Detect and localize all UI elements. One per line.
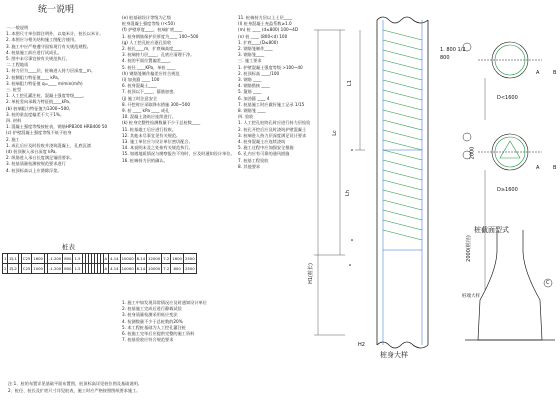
- note-line: 2. 桩顶标高 ____/100: [238, 70, 280, 76]
- note-line: 2. 纵筋进入承台长度满足锚固要求。: [6, 155, 75, 161]
- note-line: 6. 加劲箍 ____ 4: [238, 95, 270, 101]
- detail-small-label: 桩端大样: [462, 294, 480, 299]
- table-cell: 7.2: [162, 264, 171, 274]
- note-line: 三. 施工要求: [238, 58, 262, 64]
- note-line: 1. 扩底____(D≤800): [238, 39, 279, 45]
- dim-label-l1: L1: [346, 80, 353, 86]
- note-line: 5. 施工过程中应加强安全措施: [238, 145, 294, 151]
- table-cell: 7.2: [162, 254, 171, 264]
- table-cell: 1000: [32, 264, 45, 274]
- note-line: 5. 本工程桩基础为人工挖孔灌注桩: [122, 324, 186, 330]
- marker-a-1: A: [536, 70, 540, 76]
- note-line: 桩身混凝土强度等级 (r<50): [122, 21, 175, 27]
- note-line: 5. 图中未尽事宜按有关规范执行。: [6, 56, 70, 62]
- footnote-2: 2、桩径、桩长及扩底尺寸详见桩表，施工时应严格按照图纸要求施工。: [8, 388, 141, 393]
- table-cell: 2500: [183, 254, 196, 264]
- note-line: 15. 如遇地质情况与勘察报告不符时，应及时通知设计单位。: [122, 151, 235, 157]
- table-cell: 4.14: [109, 264, 120, 274]
- note-line: 1. 成孔后应及时验收并浇筑混凝土，孔底沉渣: [6, 142, 91, 148]
- note-line: 11. 桩端持力层以上土层____: [238, 15, 293, 20]
- note-line: 3. 钢筋 ____: [238, 77, 262, 83]
- note-line: 13. 施工单位应与设计单位密切配合。: [122, 139, 193, 145]
- note-line: 2. 施工: [6, 136, 20, 142]
- note-line: 3. 桩的垂直度偏差不大于1%。: [6, 111, 65, 117]
- note-line: 16. 桩端持力层的确认。: [122, 157, 168, 163]
- note-line: 10. 混凝土浇筑应连续进行。: [122, 114, 177, 120]
- note-line: 6. 桩施工完毕后应提供完整的施工资料: [122, 331, 195, 337]
- note-line: (d) 桩顶嵌入承台深度 kPa,: [6, 149, 57, 155]
- table-cell: ZJ-1: [8, 254, 18, 264]
- table-cell: 2500: [183, 264, 196, 274]
- note-line: (e) 桩基础设计等级为乙级: [122, 15, 172, 20]
- note-line: 2. 桩长____m，扩底端高度____: [122, 46, 182, 52]
- table-cell: 8.14: [135, 264, 146, 274]
- note-line: (b) 桩端阻力特征值为1300~500,: [6, 105, 71, 111]
- note-line: 二.工程地质: [6, 62, 29, 68]
- section-dim-4: 2000(桩径): [465, 235, 472, 262]
- note-line: 4. 桩身混凝土应连续浇筑: [238, 139, 286, 145]
- dim-label-lh: Lh: [344, 190, 351, 196]
- table-title: 桩表: [62, 243, 75, 251]
- note-line: 3. 桩基质量检测按规范要求进行: [6, 161, 66, 167]
- page-title: 统一说明: [38, 5, 75, 15]
- note-line: 6. 孔内应有可靠的通风措施: [238, 151, 290, 157]
- note-line: 1. 人工挖孔灌注桩，混凝土强度等级____。: [6, 93, 87, 99]
- table-cell: 1: [3, 254, 8, 264]
- note-line: 7. 桩基工程验收: [238, 157, 269, 163]
- note-line: 2. 桩侧阻力特征值____ kPa。: [6, 74, 62, 80]
- note-line: 4. 检测数量不少于总桩数的20%: [122, 318, 183, 324]
- table-cell: -1.200: [47, 264, 62, 274]
- dim-label-lc: Lc: [331, 130, 338, 136]
- note-line: (l) 桩身混凝土充盈系数≥1.0: [238, 21, 292, 27]
- table-cell: 800: [171, 264, 184, 274]
- note-line: 6. 桩身混凝土____: [122, 83, 157, 89]
- note-line: 2. 钢筋笼制作____: [238, 46, 273, 52]
- note-line: 1. 护壁混凝土强度等级 >100~40: [238, 64, 303, 70]
- section-dim-1: D<1600: [497, 95, 518, 101]
- table-cell: 2: [3, 264, 8, 274]
- note-line: 一.一般说明: [6, 25, 29, 30]
- note-line: 8. 钢筋笼 ____: [238, 108, 266, 114]
- table-cell: A: [103, 254, 109, 264]
- table-cell: 1.5: [73, 264, 82, 274]
- section-dim-3: 2000: [469, 146, 476, 160]
- note-line: 4. 钢筋搭接 ____: [238, 83, 270, 89]
- note-line: 3. 钢筋笼____: [238, 52, 265, 58]
- table-cell: 10000: [147, 264, 162, 274]
- note-line: 9. 桩 ____ kPa ____ 成孔: [122, 108, 170, 114]
- note-line: (g) 人工挖孔桩应逐孔验收: [122, 39, 172, 45]
- marker-b-2: B: [553, 165, 557, 171]
- dim-label-h1: H1(桩长): [307, 263, 314, 284]
- spiral-hoops: [383, 30, 422, 240]
- note-line: 5. 箍筋 ____: [238, 89, 262, 95]
- note-line: 1. 持力层为____层，桩端进入持力层深度__m。: [6, 68, 95, 74]
- note-line: (j) 施工时注意安全: [122, 95, 158, 101]
- dimension-lines: [314, 30, 365, 335]
- table-cell: 4.14: [109, 254, 120, 264]
- section-dim-2: D≥1600: [497, 187, 518, 193]
- table-cell: 8.14: [135, 254, 146, 264]
- note-line: 3. 桩端持力层____，孔底应清理干净。: [122, 52, 195, 58]
- note-line: 1. 混凝土强度等级按桩表，钢筋HPB300 HRB400 50: [6, 124, 108, 130]
- table-cell: 10000: [120, 264, 135, 274]
- note-line: 7. 桩顶以下____，箍筋加密。: [122, 89, 178, 95]
- note-line: 4. 桩的平面位置偏差____。: [122, 58, 174, 64]
- note-line: 7. 桩基验收应符合规范要求: [122, 337, 174, 343]
- pile-elevation: [377, 17, 428, 348]
- note-line: 四. 材料: [6, 118, 22, 124]
- note-line: 2. 本图应与相关结构施工图配合使用。: [6, 37, 79, 43]
- note-line: (k) 桩身完整性检测数量不少于总桩数____: [122, 120, 201, 126]
- note-line: 14. 本说明未及之处按有关规范执行。: [122, 145, 193, 151]
- note-line: 8. 开挖时应采取降水措施 300~500: [122, 101, 191, 107]
- marker-c: C: [546, 280, 550, 286]
- note-line: (h) 钢筋笼制作偏差应符合规范: [122, 70, 180, 76]
- note-line: 2. 桩孔开挖后应及时浇筑护壁混凝土: [238, 126, 307, 132]
- note-line: 1. 桩身钢筋保护层厚度为____ 100~500: [122, 33, 199, 39]
- section-circle-2: [478, 134, 542, 170]
- note-line: 2. 桩基施工完成后进行静载试验: [122, 306, 182, 312]
- note-line: (f) 护壁厚度____，桩端扩底____: [122, 27, 183, 33]
- note-line: 3. 施工中应严格遵守国家现行有关规范规程。: [6, 43, 91, 49]
- note-line: (m) 桩 ____ (d≤800) 100~4D: [238, 27, 299, 33]
- note-line: 1. 施工中如发现异常情况应及时通知设计单位: [122, 300, 207, 305]
- marker-dots: [349, 149, 353, 266]
- note-line: 1. 本图尺寸单位除注明外，以毫米计，桩长以米计。: [6, 31, 104, 37]
- table-cell: -1.200: [47, 254, 62, 264]
- marker-a-2: A: [536, 165, 540, 171]
- table-cell: A: [103, 264, 109, 274]
- section-circle-1: [478, 42, 542, 78]
- note-line: (n) 桩 ____ (800<d) 100: [238, 33, 288, 39]
- note-line: 11. 桩基竣工后应进行验收。: [122, 126, 177, 132]
- note-line: (i) 加劲箍 ____ 100: [122, 77, 160, 83]
- section-label: 桩截面型式: [474, 226, 509, 234]
- footnote-1: 注:1、桩的布置详见基础平面布置图，桩顶标高详见桩位图及基础说明。: [8, 381, 142, 386]
- dim-label-h2: H2: [358, 342, 365, 348]
- pile-detail-label: 桩身大样: [380, 351, 408, 359]
- table-cell: ZJ-2: [8, 264, 18, 274]
- top-label-1: 1. 800 1/2: [440, 47, 466, 53]
- table-cell: 1600: [32, 254, 45, 264]
- note-line: 2. 单桩竖向承载力特征值____kPa。: [6, 99, 74, 105]
- note-line: 四. 验收: [238, 114, 254, 120]
- table-cell: 10000: [120, 254, 135, 264]
- table-cell: 1600: [171, 254, 184, 264]
- table-cell: 800: [63, 254, 73, 264]
- note-line: 3. 桩端进入持力层深度满足设计要求: [238, 132, 307, 138]
- note-line: 5. 桩径 ____KPa，单桩 ____: [122, 64, 176, 70]
- table-cell: 800: [63, 264, 73, 274]
- note-line: 3. 桩身质量检测采用低应变法: [122, 312, 178, 318]
- note-line: 7. 桩基施工时应做好施工记录 1/15: [238, 101, 305, 107]
- note-line: (c) 护壁混凝土强度等级不低于桩身: [6, 130, 72, 136]
- note-line: 12. 其他未尽事宜见有关规范。: [122, 132, 181, 138]
- table-cell: 1.5: [73, 254, 82, 264]
- note-line: 3. 桩端阻力特征值 q=____ m/min(m/h): [6, 80, 83, 86]
- note-line: 三. 桩型: [6, 87, 22, 93]
- note-line: 8. 其他要求: [238, 163, 261, 169]
- note-line: 1. 人工挖孔桩终孔时应进行持力层检验: [238, 120, 311, 126]
- table-cell: C25: [21, 254, 31, 264]
- bell-base: [465, 230, 555, 340]
- top-label-2: 800: [440, 55, 450, 61]
- note-line: 4. 桩基施工前应进行试成孔。: [6, 49, 62, 55]
- table-cell: C25: [21, 264, 31, 274]
- table-cell: 12000: [147, 254, 162, 264]
- marker-b-1: B: [553, 70, 557, 76]
- note-line: 4. 桩顶标高以上应凿除浮浆。: [6, 167, 62, 173]
